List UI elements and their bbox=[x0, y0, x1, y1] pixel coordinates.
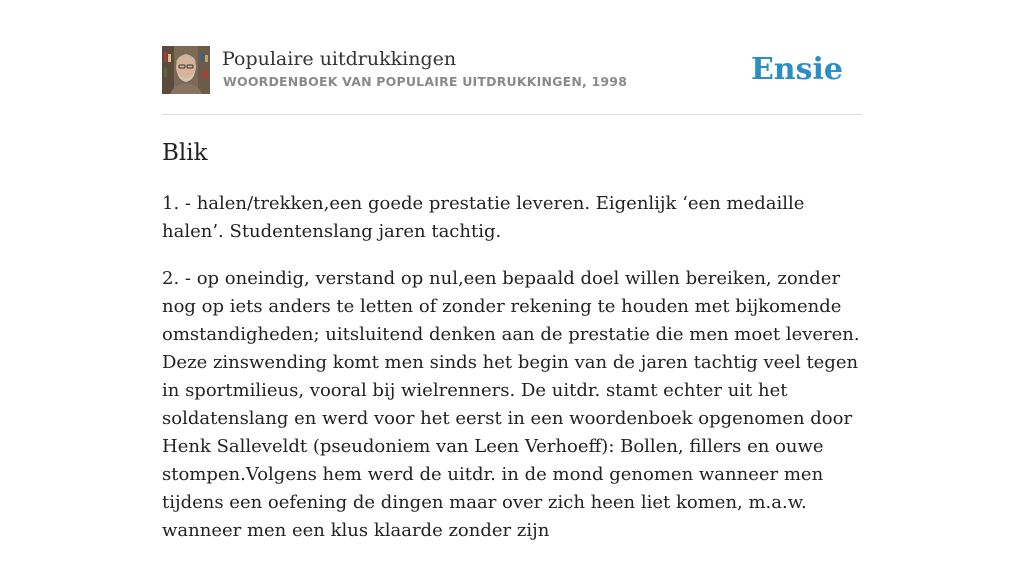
source-title[interactable]: Populaire uitdrukkingen bbox=[222, 48, 457, 70]
source-subtitle[interactable]: WOORDENBOEK VAN POPULAIRE UITDRUKKINGEN, 1998 bbox=[223, 74, 628, 89]
ensie-logo-link[interactable]: Ensie bbox=[750, 52, 843, 87]
author-portrait-icon bbox=[162, 46, 210, 94]
entry-term: Blik bbox=[162, 140, 208, 166]
author-avatar[interactable] bbox=[162, 46, 210, 94]
page bbox=[162, 0, 862, 541]
definition-paragraph-1: 1. - halen/trekken,een goede prestatie leveren. Eigenlijk ‘een medaille halen’. Studentenslang jaren tachtig. bbox=[162, 193, 805, 242]
source-header bbox=[162, 46, 862, 115]
entry-definition bbox=[162, 190, 864, 564]
definition-paragraph-2: 2. - op oneindig, verstand op nul,een bepaald doel willen bereiken, zonder nog op iets anders te letten of zonder rekening te houden met bijkomende omstandigheden; uitsluitend denken aan de prestatie die men moet leveren. Deze zinswending komt men sinds het begin van de jaren tachtig veel tegen in sportmilieus, vooral bij wielrenners. De uitdr. stamt echter uit het soldatenslang en werd voor het eerst in een woordenboek opgenomen door Henk Salleveldt (pseudoniem van Leen Verhoeff): Bollen, fillers en ouwe stompen.Volgens hem werd de uitdr. in de mond genomen wanneer men tijdens een oefening de dingen maar over zich heen liet komen, m.a.w. wanneer men een klus klaarde zonder zijn bbox=[162, 268, 860, 541]
